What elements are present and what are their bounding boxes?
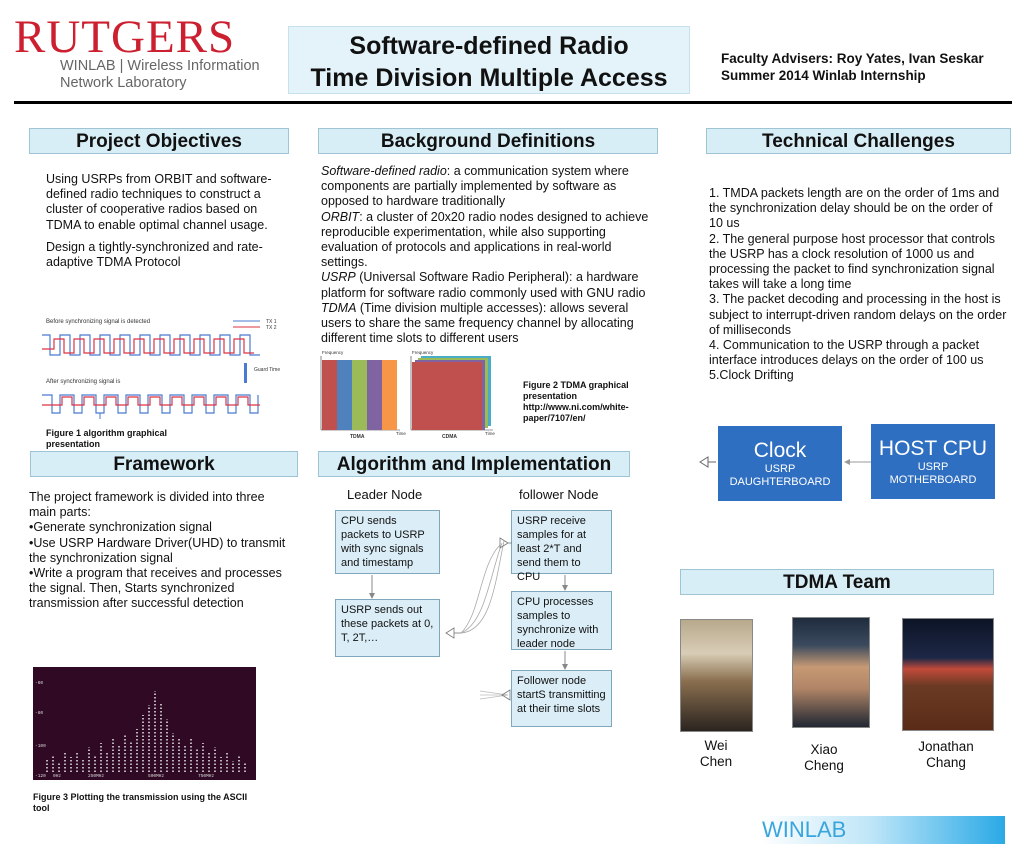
terminal-background xyxy=(33,667,256,780)
tdma-slot xyxy=(367,360,382,430)
background-text xyxy=(321,164,659,346)
fig2-time-label-2: Time xyxy=(485,431,495,436)
framework-bullet-3: •Write a program that receives and processes the signal. Then, Starts synchronized transmission after successful detection xyxy=(29,566,282,611)
member-3-last: Chang xyxy=(926,755,966,770)
objectives-p1: Using USRPs from ORBIT and software-defined radio techniques to construct a cluster of cooperative radios based on TDMA to enable optimal channel usage. xyxy=(46,172,272,232)
ascii-y-tick: -100 xyxy=(35,744,46,749)
poster-title xyxy=(288,26,690,94)
team-heading: TDMA Team xyxy=(680,569,994,595)
fig1-tx2-wave-after xyxy=(42,397,260,405)
fig1-after-label: After synchronizing signal is xyxy=(46,379,121,385)
member-1-first: Wei xyxy=(704,738,728,753)
def-usrp: (Universal Software Radio Peripheral): a hardware platform for software radio commonly used with GNU radio xyxy=(321,270,646,300)
tdma-slot xyxy=(382,360,397,430)
ascii-x-tick: 500MHz xyxy=(148,774,165,779)
photo-xiao-cheng xyxy=(792,617,870,728)
algorithm-flow-arrows xyxy=(330,505,630,735)
leader-step-2: USRP sends out these packets at 0, T, 2T,… xyxy=(335,599,440,657)
figure-3-ascii-plot xyxy=(33,667,256,780)
def-orbit: : a cluster of 20x20 radio nodes designed to achieve reproducible experimentation, while also supporting evaluation of protocols and applications in real-world settings. xyxy=(321,209,649,270)
challenge-5: 5.Clock Drifting xyxy=(709,368,794,383)
term: Summer 2014 Winlab Internship xyxy=(721,68,926,83)
def-term-tdma: TDMA xyxy=(321,300,357,315)
def-sdr: : a communication system where components are partially implemented by software as opposed to hardware traditionally xyxy=(321,164,629,209)
framework-text xyxy=(29,490,291,612)
leader-antenna-icon xyxy=(446,628,454,638)
objectives-heading: Project Objectives xyxy=(29,128,289,154)
rutgers-logo: RUTGERS xyxy=(14,11,236,63)
objectives-text xyxy=(46,172,278,270)
member-3-first: Jonathan xyxy=(918,739,974,754)
host-title: HOST CPU xyxy=(878,437,988,460)
advisers-block xyxy=(721,50,984,84)
objectives-p2: Design a tightly-synchronized and rate-adaptive TDMA Protocol xyxy=(46,239,263,270)
fig1-tx2-wave-before xyxy=(42,339,254,353)
ascii-y-tick: -60 xyxy=(35,681,44,686)
tx2-legend: TX 2 xyxy=(266,325,277,331)
guard-time-legend: Guard Time xyxy=(254,367,281,373)
figure-2-caption: Figure 2 TDMA graphical presentation http://www.ni.com/white-paper/7107/en/ xyxy=(523,380,629,423)
framework-heading: Framework xyxy=(30,451,298,477)
framework-bullet-1: •Generate synchronization signal xyxy=(29,520,212,535)
photo-jonathan-chang xyxy=(902,618,994,731)
fig2-freq-label: Frequency xyxy=(322,350,344,355)
follower-step-1: USRP receive samples for at least 2*T and send them to CPU xyxy=(511,510,612,574)
follower-arrowhead-2 xyxy=(562,664,568,670)
algorithm-heading: Algorithm and Implementation xyxy=(318,451,630,477)
def-term-sdr: Software-defined radio xyxy=(321,164,447,178)
tdma-slot xyxy=(322,360,337,430)
ascii-y-tick: -80 xyxy=(35,711,44,716)
host-cpu-box xyxy=(871,424,995,499)
fig2-freq-label-2: Frequency xyxy=(412,350,434,355)
leader-node-label: Leader Node xyxy=(347,487,423,502)
tx-signal-line xyxy=(480,691,508,695)
ascii-x-tick: 750MHz xyxy=(198,774,215,779)
ascii-x-tick: 250MHz xyxy=(88,774,105,779)
clock-antenna-icon xyxy=(696,452,718,472)
challenges-heading: Technical Challenges xyxy=(706,128,1011,154)
title-line-1: Software-defined Radio xyxy=(349,32,629,60)
winlab-footer-text: WINLAB xyxy=(762,817,847,842)
winlab-footer-logo xyxy=(760,816,1005,844)
fig1-tx1-wave-before xyxy=(42,335,260,355)
challenge-4: 4. Communication to the USRP through a packet interface introduces delays on the order of 100 us xyxy=(709,338,984,368)
clock-sub-2: DAUGHTERBOARD xyxy=(729,476,831,488)
header-divider xyxy=(14,101,1012,104)
def-tdma: (Time division multiple accesses): allows several users to share the same frequency channel by allocating different time slots to different users xyxy=(321,300,634,346)
guard-time-bar xyxy=(244,363,247,383)
leader-arrowhead xyxy=(369,593,375,599)
figure-1-sync-diagram xyxy=(38,313,294,425)
host-to-clock-arrow xyxy=(842,456,872,468)
clock-sub-1: USRP xyxy=(764,463,796,475)
tdma-slot xyxy=(337,360,352,430)
member-xiao-cheng xyxy=(794,742,854,774)
member-2-first: Xiao xyxy=(810,742,838,757)
fig2-cdma-label: CDMA xyxy=(442,434,457,440)
ascii-x-tick: 0Hz xyxy=(53,774,62,779)
cdma-layer xyxy=(412,362,482,430)
follower-arrowhead-1 xyxy=(562,585,568,591)
tx-signal-line xyxy=(480,695,508,699)
signal-path xyxy=(461,541,504,633)
lab-line-2: Network Laboratory xyxy=(60,75,187,91)
figure-3-caption: Figure 3 Plotting the transmission using the ASCII tool xyxy=(33,792,248,813)
figure-1-caption: Figure 1 algorithm graphical presentation xyxy=(46,428,168,449)
tdma-slot xyxy=(352,360,367,430)
figure-2-tdma-cdma xyxy=(318,346,500,440)
follower-step-2: CPU processes samples to synchronize with leader node xyxy=(511,591,612,650)
member-jonathan-chang xyxy=(906,739,986,771)
follower-step-3: Follower node startS transmitting at their time slots xyxy=(511,670,612,727)
follower-node-label: follower Node xyxy=(519,487,599,502)
def-term-usrp: USRP xyxy=(321,270,356,285)
clock-title: Clock xyxy=(753,439,807,462)
tx1-legend: TX 1 xyxy=(266,319,277,325)
host-sub-2: MOTHERBOARD xyxy=(889,474,977,486)
clock-daughterboard-box xyxy=(718,426,842,501)
fig2-time-label: Time xyxy=(396,431,406,436)
challenge-1: 1. TMDA packets length are on the order of 1ms and the synchronization delay should be on the order of 10 us xyxy=(709,186,1000,231)
lab-line-1: WINLAB | Wireless Information xyxy=(60,58,260,74)
challenge-2: 2. The general purpose host processor that controls the USRP has a clock resolution of 1000 us and processing the packet to find synchronization signal takes will take a long time xyxy=(709,231,996,292)
ascii-y-tick: -120 xyxy=(35,774,46,779)
fig2-tdma-label: TDMA xyxy=(350,434,365,440)
fig1-before-label: Before synchronizing signal is detected xyxy=(46,319,151,325)
host-sub-1: USRP xyxy=(917,461,949,473)
lab-name xyxy=(60,58,270,92)
leader-step-1: CPU sends packets to USRP with sync signals and timestamp xyxy=(335,510,440,574)
def-term-orbit: ORBIT xyxy=(321,209,360,224)
background-heading: Background Definitions xyxy=(318,128,658,154)
title-line-2: Time Division Multiple Access xyxy=(310,64,668,92)
signal-path xyxy=(461,543,502,633)
member-1-last: Chen xyxy=(699,754,733,769)
challenges-list xyxy=(709,186,1009,384)
challenge-3: 3. The packet decoding and processing in the host is subject to interrupt-driven random delays on the order of milliseconds xyxy=(709,292,1007,337)
photo-wei-chen xyxy=(680,619,753,732)
advisers: Faculty Advisers: Roy Yates, Ivan Seskar xyxy=(721,51,984,66)
member-wei-chen xyxy=(686,738,746,770)
framework-intro: The project framework is divided into three main parts: xyxy=(29,490,265,520)
member-2-last: Cheng xyxy=(804,758,844,773)
framework-bullet-2: •Use USRP Hardware Driver(UHD) to transmit the synchronization signal xyxy=(29,535,286,565)
